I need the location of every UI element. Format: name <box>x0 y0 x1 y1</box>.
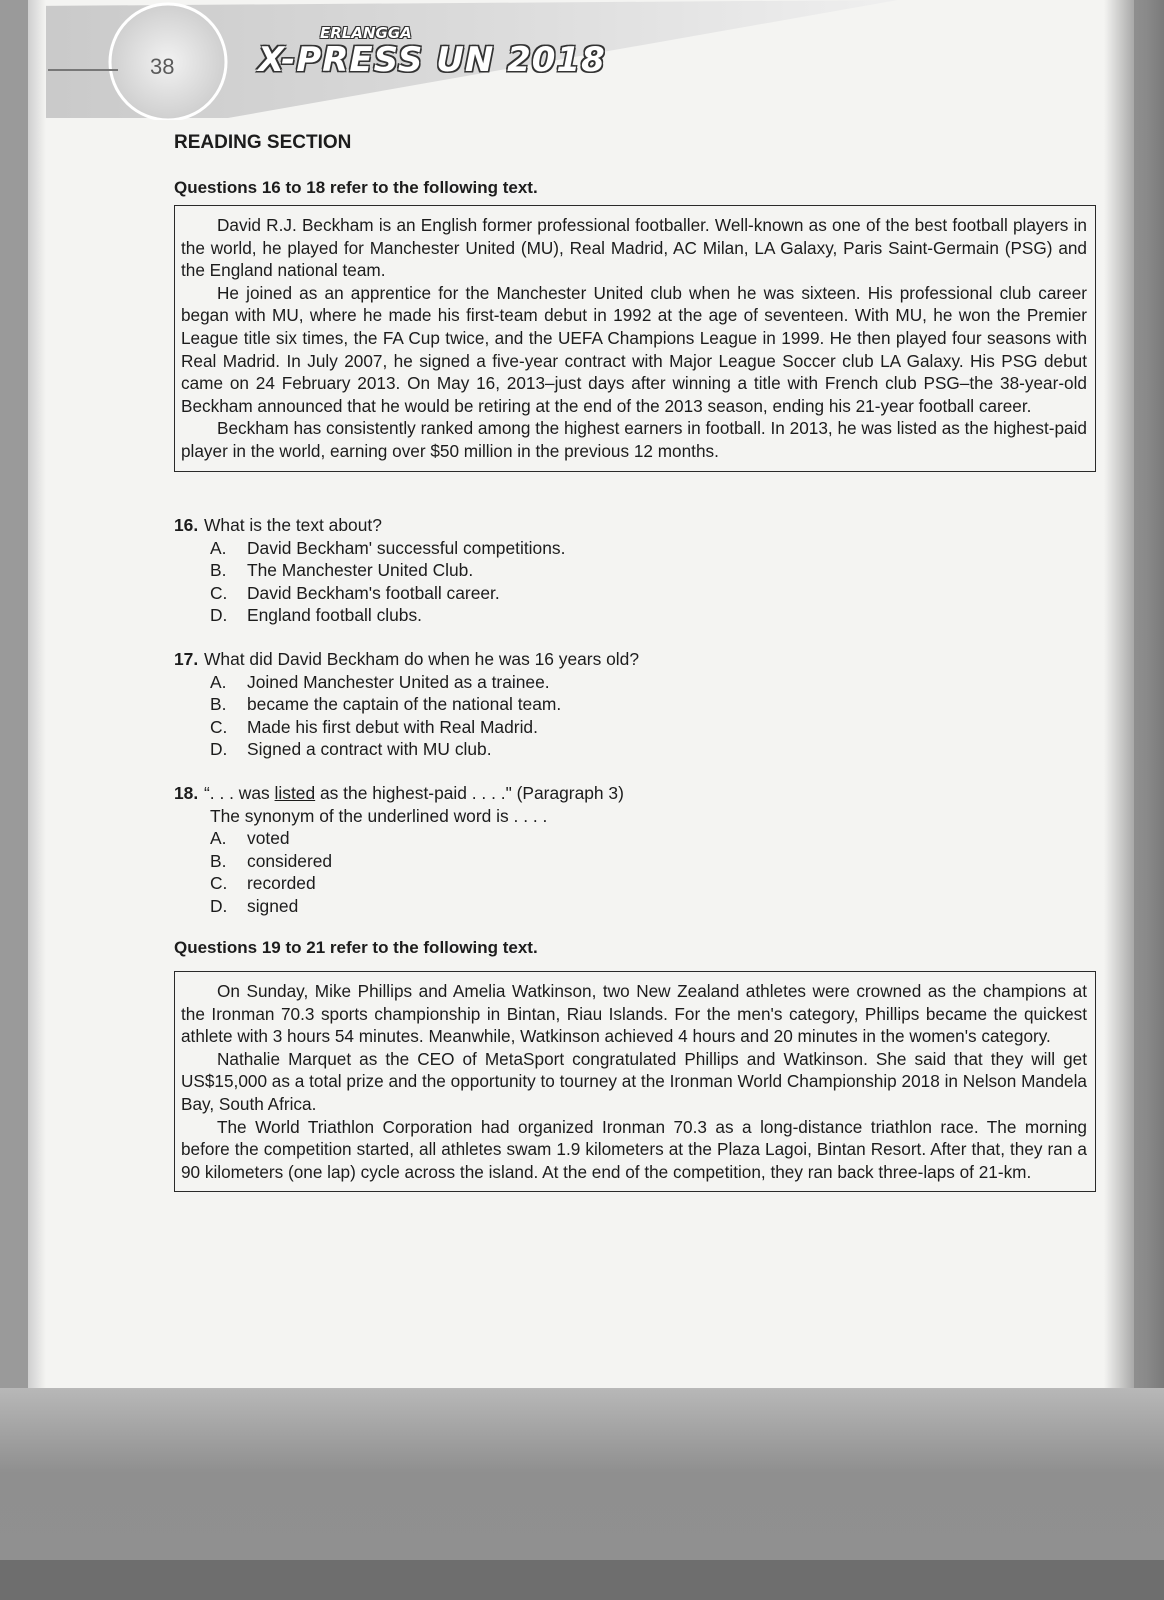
answer-option: A. Joined Manchester United as a trainee. <box>210 671 550 692</box>
page-right-shadow <box>1104 0 1164 1600</box>
question-number: 18. <box>174 783 199 803</box>
brand-title: X-PRESS UN 2018 <box>258 40 606 80</box>
question-16 <box>174 514 565 627</box>
answer-option: D. signed <box>210 895 299 916</box>
passage1-box <box>174 205 1096 472</box>
answer-option: C. Made his first debut with Real Madrid. <box>210 716 538 737</box>
question-stem: What is the text about? <box>204 515 382 535</box>
passage2-intro: Questions 19 to 21 refer to the following text. <box>174 938 538 957</box>
answer-option: A. voted <box>210 828 290 849</box>
passage1-paragraph: Beckham has consistently ranked among the highest earners in football. In 2013, he was listed as the highest-paid player in the world, earning over $50 million in the previous 12 months. <box>181 418 1087 461</box>
answer-option: B. became the captain of the national team. <box>210 694 562 715</box>
underlined-word: listed <box>274 783 316 803</box>
passage1-paragraph: David R.J. Beckham is an English former professional footballer. Well-known as one of the best football players in the world, he played for Manchester United (MU), Real Madrid, AC Milan, LA Galaxy, Paris Saint-Germain (PSG) and the England national team. <box>181 215 1087 281</box>
answer-option: B. considered <box>210 850 333 871</box>
passage1-paragraph: He joined as an apprentice for the Manchester United club when he was sixteen. His professional club career began with MU, where he made his first-team debut in 1992 at the age of seventeen. With MU, he won the Premier League title six times, the FA Cup twice, and the UEFA Champions League in 1999. He then played four seasons with Real Madrid. In July 2007, he signed a five-year contract with Major League Soccer club LA Galaxy. His PSG debut came on 24 February 2013. On May 16, 2013–just days after winning a title with French club PSG–the 38-year-old Beckham announced that he would be retiring at the end of the 2013 season, ending his 21-year football career. <box>181 282 1087 416</box>
brand-publisher: ERLANGGA <box>320 24 412 42</box>
passage1-intro: Questions 16 to 18 refer to the following text. <box>174 178 538 197</box>
answer-option: D. Signed a contract with MU club. <box>210 739 492 760</box>
question-17 <box>174 648 639 761</box>
passage2-box <box>174 971 1096 1192</box>
page-binding-edge <box>28 0 46 1388</box>
page-number: 38 <box>150 54 175 79</box>
answer-option: A. David Beckham' successful competitions. <box>210 537 566 558</box>
answer-option: C. David Beckham's football career. <box>210 582 500 603</box>
scan-background-bottom <box>0 1560 1164 1600</box>
answer-option: B. The Manchester United Club. <box>210 560 474 581</box>
question-18 <box>174 782 624 918</box>
passage2-paragraph: Nathalie Marquet as the CEO of MetaSport congratulated Phillips and Watkinson. She said that they will get US$15,000 as a total prize and the opportunity to tourney at the Ironman World Championship 2018 in Nelson Mandela Bay, South Africa. <box>181 1048 1087 1114</box>
question-stem-line2: The synonym of the underlined word is . . . . <box>210 805 548 826</box>
passage2-paragraph: On Sunday, Mike Phillips and Amelia Watkinson, two New Zealand athletes were crowned as the champions at the Ironman 70.3 sports championship in Bintan, Riau Islands. For the men's category, Phillips became the quickest athlete with 3 hours 54 minutes. Meanwhile, Watkinson achieved 4 hours and 20 minutes in the women's category. <box>181 981 1087 1047</box>
passage2-paragraph: The World Triathlon Corporation had organized Ironman 70.3 as a long-distance triathlon race. The morning before the competition started, all athletes swam 1.9 kilometers at the Plaza Lagoi, Bintan Resort. After that, they ran a 90 kilometers (one lap) cycle across the island. At the end of the competition, they ran back three-laps of 21-km. <box>181 1116 1087 1182</box>
question-stem: What did David Beckham do when he was 16 years old? <box>204 649 640 669</box>
question-stem: “. . . was listed as the highest-paid . . . ." (Paragraph 3) <box>204 783 624 803</box>
answer-option: D. England football clubs. <box>210 605 422 626</box>
question-number: 16. <box>174 515 199 535</box>
question-number: 17. <box>174 649 199 669</box>
section-title: READING SECTION <box>174 132 352 153</box>
book-page <box>28 0 1134 1388</box>
answer-option: C. recorded <box>210 873 316 894</box>
